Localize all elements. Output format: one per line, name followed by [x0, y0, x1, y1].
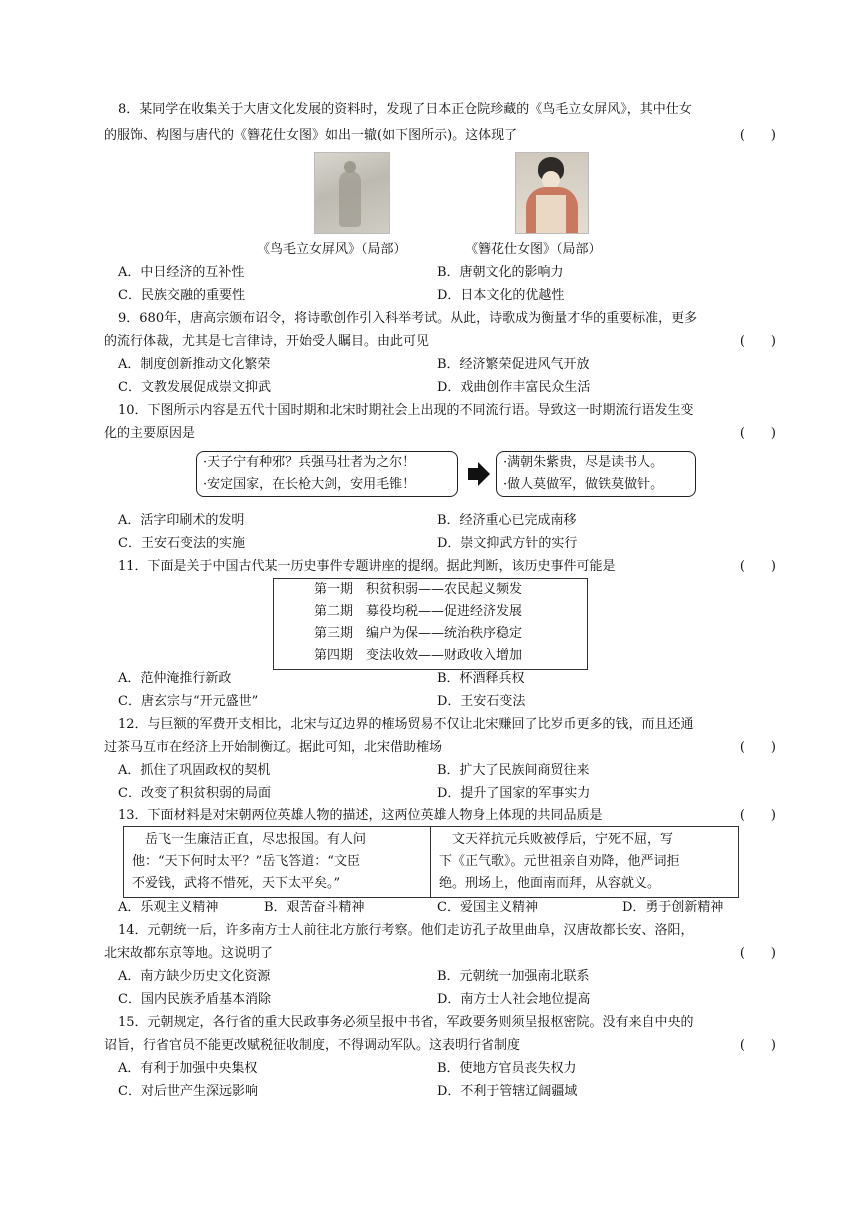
q10-option-a[interactable]: A．活字印刷术的发明 [118, 513, 245, 528]
northern-song-slogans-box [496, 451, 696, 497]
q13-answer-bracket: ( ) [739, 808, 776, 823]
cell-line: 不爱钱，武将不惜死，天下太平矣。” [132, 876, 341, 891]
q13-option-d[interactable]: D．勇于创新精神 [622, 900, 724, 915]
q12-option-b[interactable]: B．扩大了民族间商贸往来 [437, 763, 590, 778]
q13-option-c[interactable]: C．爱国主义精神 [437, 900, 538, 915]
figure-body-shape [339, 171, 361, 227]
q15-stem-line1: 15．元朝规定，各行省的重大民政事务必须呈报中书省，军政要务则须呈报枢密院。没有来自中央的 [118, 1015, 694, 1030]
q9-stem-line1: 9．680年，唐高宗颁布诏令，将诗歌创作引入科举考试。从此，诗歌成为衡量才华的重要标准，更多 [118, 311, 698, 326]
q10-answer-bracket: ( ) [739, 426, 776, 441]
q14-answer-bracket: ( ) [739, 946, 776, 961]
outline-row: 第二期 募役均税——促进经济发展 [314, 604, 523, 619]
q12-stem-line1: 12．与巨额的军费开支相比，北宋与辽边界的榷场贸易不仅让北宋赚回了比岁币更多的钱，而且还通 [118, 717, 694, 732]
q12-option-a[interactable]: A．抓住了巩固政权的契机 [118, 763, 271, 778]
figure-robe-inner-shape [536, 195, 566, 234]
q8-stem-line2: 的服饰、构图与唐代的《簪花仕女图》如出一辙(如下图所示)。这体现了 [104, 128, 518, 143]
q14-option-b[interactable]: B．元朝统一加强南北联系 [437, 969, 590, 984]
q10-option-b[interactable]: B．经济重心已完成南移 [437, 513, 577, 528]
q8-option-d[interactable]: D．日本文化的优越性 [437, 288, 565, 303]
q15-answer-bracket: ( ) [739, 1038, 776, 1053]
q8-option-a[interactable]: A．中日经济的互补性 [118, 265, 245, 280]
q15-option-b[interactable]: B．使地方官员丧失权力 [437, 1061, 577, 1076]
q12-answer-bracket: ( ) [739, 740, 776, 755]
yue-fei-cell [124, 827, 431, 897]
q8-answer-bracket: ( ) [739, 128, 776, 143]
cell-line: 他：“天下何时太平？”岳飞答道：“文臣 [132, 854, 360, 869]
cell-line: 文天祥抗元兵败被俘后，宁死不屈，写 [439, 832, 674, 847]
q13-option-b[interactable]: B．艰苦奋斗精神 [264, 900, 365, 915]
slogan-line: ·做人莫做军，做铁莫做针。 [503, 477, 664, 492]
arrow-right-icon [466, 461, 492, 487]
q13-option-a[interactable]: A．乐观主义精神 [118, 900, 219, 915]
q14-option-a[interactable]: A．南方缺少历史文化资源 [118, 969, 271, 984]
cell-line: 岳飞一生廉洁正直，尽忠报国。有人问 [132, 832, 367, 847]
lecture-outline-box [273, 578, 588, 670]
q12-stem-line2: 过茶马互市在经济上开始制衡辽。据此可知，北宋借助榷场 [104, 740, 443, 755]
q15-stem-line2: 诏旨，行省官员不能更改赋税征收制度，不得调动军队。这表明行省制度 [104, 1038, 521, 1053]
q14-stem-line1: 14．元朝统一后，许多南方士人前往北方旅行考察。他们走访孔子故里曲阜，汉唐故都长安、洛阳， [118, 923, 694, 938]
flower-lady-painting-image [515, 152, 589, 234]
q14-stem-line2: 北宋故都东京等地。这说明了 [104, 946, 274, 961]
q15-option-c[interactable]: C．对后世产生深远影响 [118, 1084, 258, 1099]
q11-option-c[interactable]: C．唐玄宗与“开元盛世” [118, 694, 259, 709]
q14-option-d[interactable]: D．南方士人社会地位提高 [437, 992, 591, 1007]
q9-option-a[interactable]: A．制度创新推动文化繁荣 [118, 357, 271, 372]
wen-tianxiang-cell [431, 827, 738, 897]
five-dynasties-slogans-box [196, 451, 458, 497]
slogan-line: ·安定国家，在长枪大剑，安用毛锥！ [203, 477, 416, 492]
q9-option-d[interactable]: D．戏曲创作丰富民众生活 [437, 380, 591, 395]
q14-option-c[interactable]: C．国内民族矛盾基本消除 [118, 992, 271, 1007]
q9-option-b[interactable]: B．经济繁荣促进风气开放 [437, 357, 590, 372]
q8-option-c[interactable]: C．民族交融的重要性 [118, 288, 245, 303]
q15-option-d[interactable]: D．不利于管辖辽阔疆域 [437, 1084, 578, 1099]
q11-answer-bracket: ( ) [739, 559, 776, 574]
slogan-line: ·满朝朱紫贵，尽是读书人。 [503, 455, 664, 470]
q11-option-a[interactable]: A．范仲淹推行新政 [118, 671, 232, 686]
q8-caption-1: 《鸟毛立女屏风》（局部） [257, 242, 407, 257]
q8-option-b[interactable]: B．唐朝文化的影响力 [437, 265, 564, 280]
bird-feather-screen-image [314, 152, 390, 234]
q11-stem-line1: 11．下面是关于中国古代某一历史事件专题讲座的提纲。据此判断，该历史事件可能是 [118, 559, 616, 574]
cell-line: 绝。刑场上，他面南而拜，从容就义。 [439, 876, 661, 891]
heroes-material-table [123, 826, 739, 898]
slogan-line: ·天子宁有种邪？兵强马壮者为之尔！ [203, 455, 416, 470]
q9-option-c[interactable]: C．文教发展促成崇文抑武 [118, 380, 271, 395]
q9-answer-bracket: ( ) [739, 334, 776, 349]
outline-row: 第一期 积贫积弱——农民起义频发 [314, 582, 523, 597]
outline-row: 第三期 编户为保——统治秩序稳定 [314, 626, 523, 641]
q10-option-c[interactable]: C．王安石变法的实施 [118, 536, 245, 551]
cell-line: 下《正气歌》。元世祖亲自劝降，他严词拒 [439, 854, 680, 869]
q8-stem-line1: 8．某同学在收集关于大唐文化发展的资料时，发现了日本正仓院珍藏的《鸟毛立女屏风》，其中仕女 [118, 102, 692, 117]
q13-stem-line1: 13．下面材料是对宋朝两位英雄人物的描述，这两位英雄人物身上体现的共同品质是 [118, 808, 603, 823]
q11-option-b[interactable]: B．杯酒释兵权 [437, 671, 525, 686]
q8-caption-2: 《簪花仕女图》（局部） [465, 242, 602, 257]
q10-stem-line1: 10．下图所示内容是五代十国时期和北宋时期社会上出现的不同流行语。导致这一时期流行语发生变 [118, 403, 694, 418]
outline-row: 第四期 变法收效——财政收入增加 [314, 648, 523, 663]
q12-option-c[interactable]: C．改变了积贫积弱的局面 [118, 786, 271, 801]
q12-option-d[interactable]: D．提升了国家的军事实力 [437, 786, 591, 801]
q9-stem-line2: 的流行体裁，尤其是七言律诗，开始受人瞩目。由此可见 [104, 334, 430, 349]
q10-option-d[interactable]: D．崇文抑武方针的实行 [437, 536, 578, 551]
q15-option-a[interactable]: A．有利于加强中央集权 [118, 1061, 258, 1076]
q10-stem-line2: 化的主要原因是 [104, 426, 196, 441]
q11-option-d[interactable]: D．王安石变法 [437, 694, 526, 709]
